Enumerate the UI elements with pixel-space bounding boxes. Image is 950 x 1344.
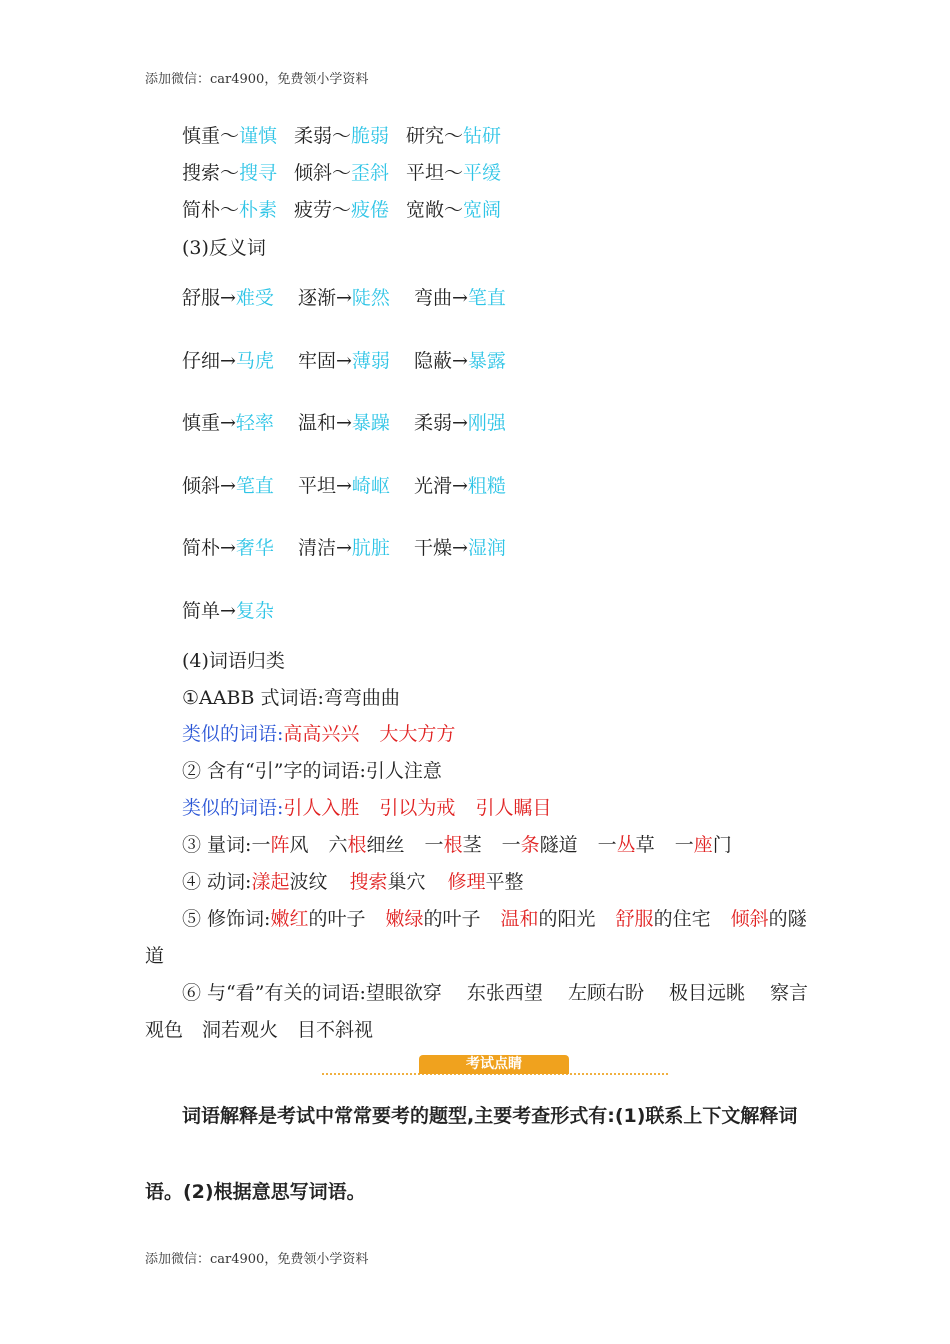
modifier-noun: 的阳光 [538,908,596,930]
page-footer: 添加微信：car4900，免费领小学资料 [145,1252,369,1267]
synonym-answer: 搜寻 [239,162,278,184]
antonym-answer: 肮脏 [351,537,390,559]
antonym-answer: 笔直 [467,287,506,309]
modifier-noun: 的叶子 [423,908,481,930]
measure-noun: 草 [635,834,655,856]
antonym-answer: 奢华 [235,537,274,559]
antonym-answer: 崎岖 [351,475,390,497]
antonym-answer: 湿润 [467,537,506,559]
exam-banner-label: 考试点睛 [419,1055,569,1074]
verb-object: 平整 [485,871,524,893]
synonym-answer: 宽阔 [463,199,502,221]
synonym-answer: 平缓 [463,162,502,184]
modifiers [182,907,807,931]
measure-num: 一 [501,834,521,856]
antonym-word: 牢固→ [298,350,352,372]
classify-title: (4)词语归类 [182,650,285,672]
measure-prefix: ③ 量词: [182,834,252,856]
modifier-noun: 的隧 [768,908,807,930]
yin-label: ② 含有“引”字的词语:引人注意 [182,760,442,782]
antonym-word: 简朴→ [182,537,236,559]
antonym-word: 干燥→ [414,537,468,559]
measure-word: 阵 [270,834,290,856]
measure-num: 一 [674,834,694,856]
antonym-answer: 陡然 [351,287,390,309]
kan-line2: 观色 洞若观火 目不斜视 [145,1019,374,1041]
aabb-similar: 类似的词语:高高兴兴 大大方方 [182,723,456,745]
measure-noun: 茎 [462,834,482,856]
verb-word: 搜索 [349,871,388,893]
antonym-word: 光滑→ [414,475,468,497]
antonym-answer: 轻率 [235,412,274,434]
antonym-row [182,536,530,560]
page-header: 添加微信：car4900，免费领小学资料 [145,72,369,87]
antonym-word: 倾斜→ [182,475,236,497]
verb-object: 波纹 [289,871,328,893]
verb-object: 巢穴 [387,871,426,893]
antonym-answer: 暴露 [467,350,506,372]
modifier-word: 温和 [500,908,539,930]
antonym-answer: 笔直 [235,475,274,497]
antonym-answer: 粗糙 [467,475,506,497]
antonym-row [182,349,530,373]
measure-word: 根 [443,834,463,856]
synonym-answer: 疲倦 [351,199,390,221]
antonym-word: 简单→ [182,600,236,622]
synonym-word: 慎重～ [182,125,240,147]
antonym-answer: 薄弱 [351,350,390,372]
synonym-answer: 脆弱 [351,125,390,147]
antonym-word: 平坦→ [298,475,352,497]
antonym-word: 柔弱→ [414,412,468,434]
modifier-word: 舒服 [615,908,654,930]
modifiers-cont: 道 [145,945,165,967]
kan-line1: ⑥ 与“看”有关的词语:望眼欲穿 东张西望 左顾右盼 极目远眺 察言 [182,982,809,1004]
antonym-row [182,474,530,498]
antonym-answer: 马虎 [235,350,274,372]
exam-banner [322,1055,668,1077]
antonym-word: 慎重→ [182,412,236,434]
synonym-row [182,198,518,222]
synonym-word: 平坦～ [406,162,464,184]
measure-num: 一 [597,834,617,856]
antonym-word: 隐蔽→ [414,350,468,372]
verb-word: 漾起 [251,871,290,893]
antonym-answer: 难受 [235,287,274,309]
synonym-answer: 歪斜 [351,162,390,184]
synonym-word: 简朴～ [182,199,240,221]
antonym-answer: 暴躁 [351,412,390,434]
measure-num: 六 [328,834,348,856]
antonym-word: 清洁→ [298,537,352,559]
measure-num: 一 [251,834,271,856]
measure-word: 根 [347,834,367,856]
antonym-answer: 刚强 [467,412,506,434]
measure-word: 丛 [616,834,636,856]
measure-noun: 细丝 [366,834,405,856]
antonym-answer: 复杂 [235,600,274,622]
verb-prefix: ④ 动词: [182,871,252,893]
antonym-title: (3)反义词 [182,237,266,259]
measure-noun: 隧道 [539,834,578,856]
modifier-word: 嫩绿 [385,908,424,930]
measure-noun: 风 [289,834,309,856]
aabb-label: ①AABB 式词语:弯弯曲曲 [182,687,400,709]
antonym-word: 温和→ [298,412,352,434]
yin-similar: 类似的词语:引人入胜 引以为戒 引人瞩目 [182,797,552,819]
antonym-word: 逐渐→ [298,287,352,309]
antonym-row [182,411,530,435]
measure-word: 条 [520,834,540,856]
synonym-answer: 钻研 [463,125,502,147]
antonym-row [182,286,530,310]
synonym-word: 疲劳～ [294,199,352,221]
antonym-row [182,599,298,623]
exam-line1: 词语解释是考试中常常要考的题型,主要考查形式有:(1)联系上下文解释词 [182,1105,798,1127]
synonym-answer: 朴素 [239,199,278,221]
modifier-prefix: ⑤ 修饰词: [182,908,271,930]
synonym-word: 柔弱～ [294,125,352,147]
antonym-word: 仔细→ [182,350,236,372]
synonym-row [182,161,518,185]
modifier-noun: 的住宅 [653,908,711,930]
synonym-word: 宽敞～ [406,199,464,221]
antonym-word: 舒服→ [182,287,236,309]
exam-line2: 语。(2)根据意思写词语。 [145,1181,366,1203]
modifier-word: 倾斜 [730,908,769,930]
synonym-word: 研究～ [406,125,464,147]
measure-words [182,833,732,857]
verb-word: 修理 [447,871,486,893]
measure-word: 座 [693,834,713,856]
antonym-word: 弯曲→ [414,287,468,309]
modifier-noun: 的叶子 [308,908,366,930]
synonym-word: 搜索～ [182,162,240,184]
synonym-row [182,124,518,148]
measure-noun: 门 [712,834,732,856]
synonym-answer: 谨慎 [239,125,278,147]
measure-num: 一 [424,834,444,856]
synonym-word: 倾斜～ [294,162,352,184]
verbs [182,870,524,894]
modifier-word: 嫩红 [270,908,309,930]
